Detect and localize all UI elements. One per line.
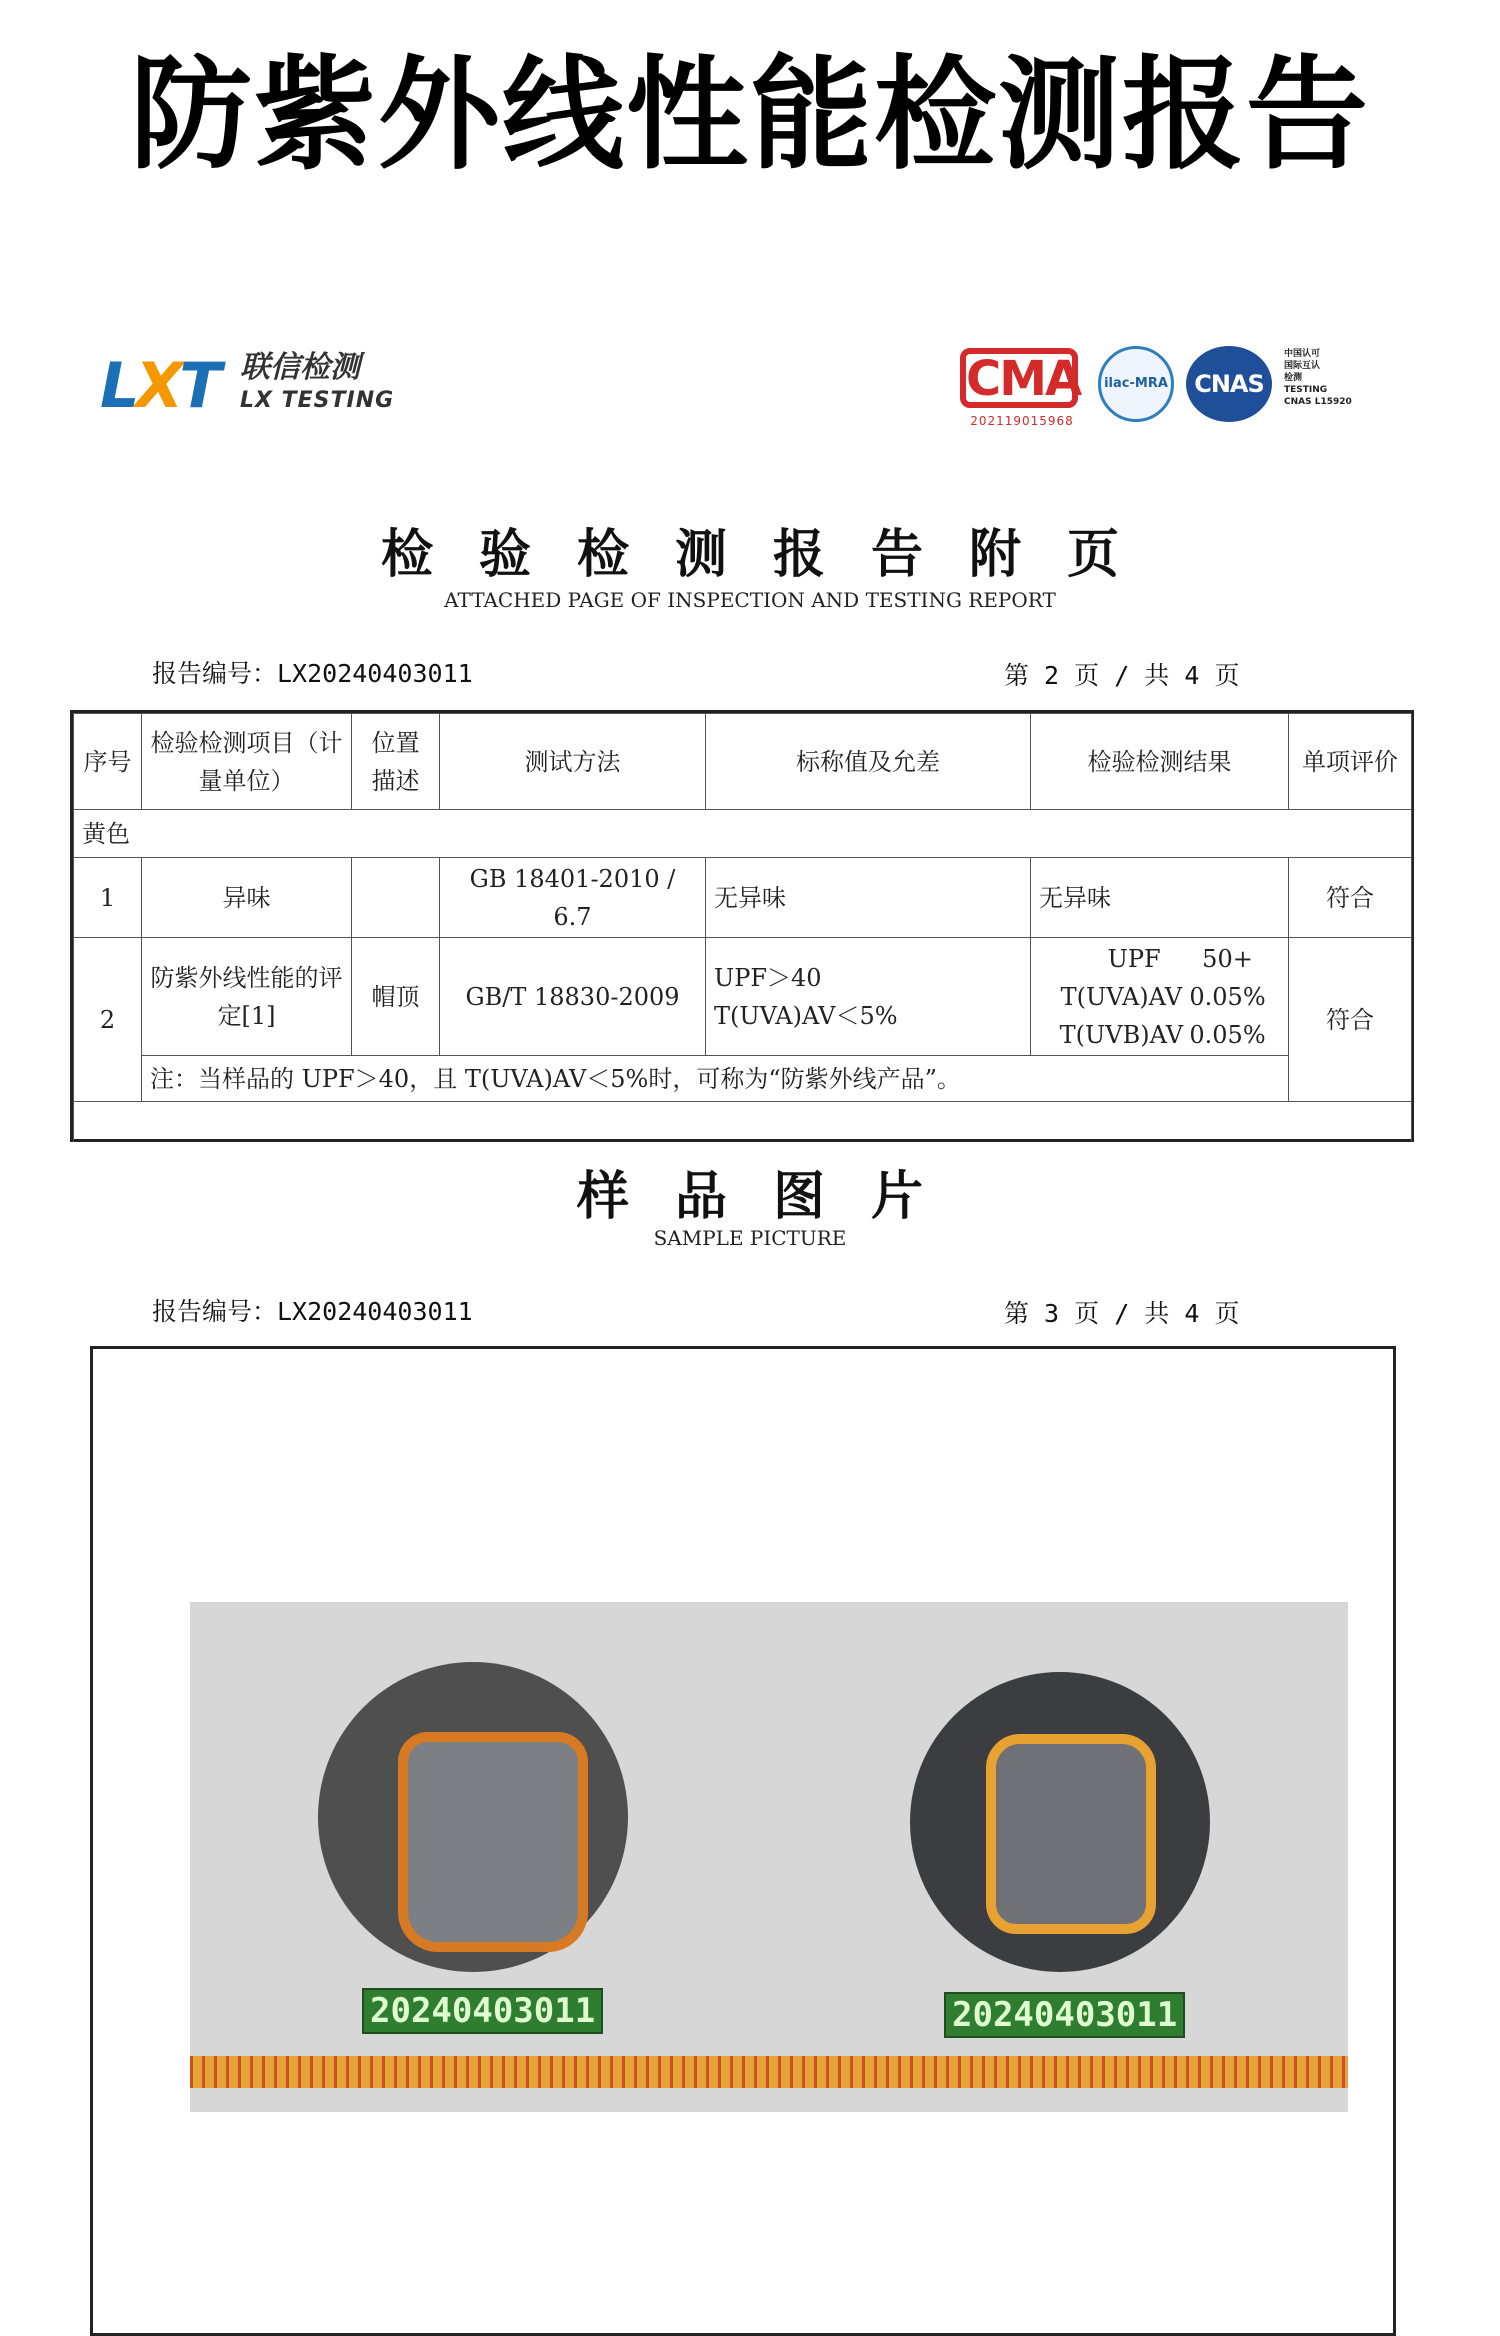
row-result: 无异味: [1031, 858, 1289, 938]
sample-label-sticker: 20240403011: [362, 1988, 603, 2034]
cma-logo: CMA: [960, 348, 1078, 408]
page-indicator: 第 3 页 / 共 4 页: [1004, 1299, 1240, 1328]
header-cell: 序号: [74, 714, 142, 810]
table-row: [74, 858, 1412, 938]
hat-crown-icon: [398, 1732, 588, 1952]
row-nominal: 无异味: [706, 858, 1031, 938]
nominal-line: UPF＞40: [714, 963, 822, 992]
row-number: 2: [74, 938, 142, 1102]
table-section-row: [74, 810, 1412, 858]
cnas-text-line: 中国认可: [1284, 349, 1321, 359]
sample-page-subtitle: SAMPLE PICTURE: [653, 1226, 847, 1250]
attached-page-subtitle: ATTACHED PAGE OF INSPECTION AND TESTING REPORT: [444, 588, 1056, 612]
cnas-accreditation-text: [1284, 348, 1374, 408]
row-position: 帽顶: [352, 938, 440, 1056]
cnas-text-line: 国际互认: [1284, 361, 1321, 371]
lx-testing-logo: [100, 350, 400, 420]
empty-cell: [74, 1102, 1412, 1142]
report-table: [70, 710, 1414, 1142]
row-method: GB 18401-2010 / 6.7: [440, 858, 706, 938]
result-label: T(UVA)AV: [1060, 982, 1183, 1011]
row-item: 异味: [142, 858, 352, 938]
table-empty-row: [74, 1102, 1412, 1142]
result-value: 0.05%: [1189, 1020, 1266, 1049]
cma-mark: [960, 348, 1084, 438]
sample-label-sticker: 20240403011: [944, 1992, 1185, 2038]
result-value: 0.05%: [1189, 982, 1266, 1011]
sample-photo: [190, 1602, 1348, 2112]
ilac-mra-mark: ilac-MRA: [1098, 346, 1174, 422]
row-evaluation: 符合: [1289, 938, 1412, 1102]
sample-page-title: 样品图片: [576, 1166, 969, 1227]
result-value: 50+: [1202, 944, 1253, 973]
report-number: 报告编号：LX20240403011: [152, 659, 473, 688]
section-label: 黄色: [74, 810, 1412, 858]
logo-english-name: LX TESTING: [240, 388, 395, 413]
cma-number: 202119015968: [970, 414, 1074, 428]
result-label: UPF: [1107, 944, 1161, 973]
row-nominal: [706, 938, 1031, 1056]
row-item: 防紫外线性能的评定[1]: [142, 938, 352, 1056]
hat-crown-icon: [986, 1734, 1156, 1934]
table-note-row: [74, 1056, 1412, 1102]
measuring-ruler-icon: [190, 2056, 1348, 2088]
table-header-row: [74, 714, 1412, 810]
page-headline: 防紫外线性能检测报告: [130, 44, 1370, 186]
row-results: [1031, 938, 1289, 1056]
nominal-line: T(UVA)AV＜5%: [714, 1001, 898, 1030]
header-cell: 单项评价: [1289, 714, 1412, 810]
row-position: [352, 858, 440, 938]
cnas-mark: CNAS: [1186, 346, 1272, 422]
header-cell: 标称值及允差: [706, 714, 1031, 810]
logo-chinese-name: 联信检测: [240, 350, 360, 385]
row-number: 1: [74, 858, 142, 938]
table-note: 注：当样品的 UPF＞40，且 T(UVA)AV＜5%时，可称为“防紫外线产品”。: [142, 1056, 1289, 1102]
page-indicator: 第 2 页 / 共 4 页: [1004, 661, 1240, 690]
report-number: 报告编号：LX20240403011: [152, 1297, 473, 1326]
row-method: GB/T 18830-2009: [440, 938, 706, 1056]
result-label: T(UVB)AV: [1059, 1020, 1184, 1049]
header-cell: 检验检测项目（计量单位）: [142, 714, 352, 810]
cnas-text-line: 检测: [1284, 373, 1303, 383]
header-cell: 检验检测结果: [1031, 714, 1289, 810]
header-cell: 位置描述: [352, 714, 440, 810]
table-row: [74, 938, 1412, 1056]
lx-logo-mark-icon: LXT: [100, 349, 218, 422]
attached-page-title: 检验检测报告附页: [380, 524, 1165, 585]
row-evaluation: 符合: [1289, 858, 1412, 938]
cnas-text-line: TESTING: [1284, 385, 1328, 395]
header-cell: 测试方法: [440, 714, 706, 810]
cnas-text-line: CNAS L15920: [1284, 397, 1352, 407]
